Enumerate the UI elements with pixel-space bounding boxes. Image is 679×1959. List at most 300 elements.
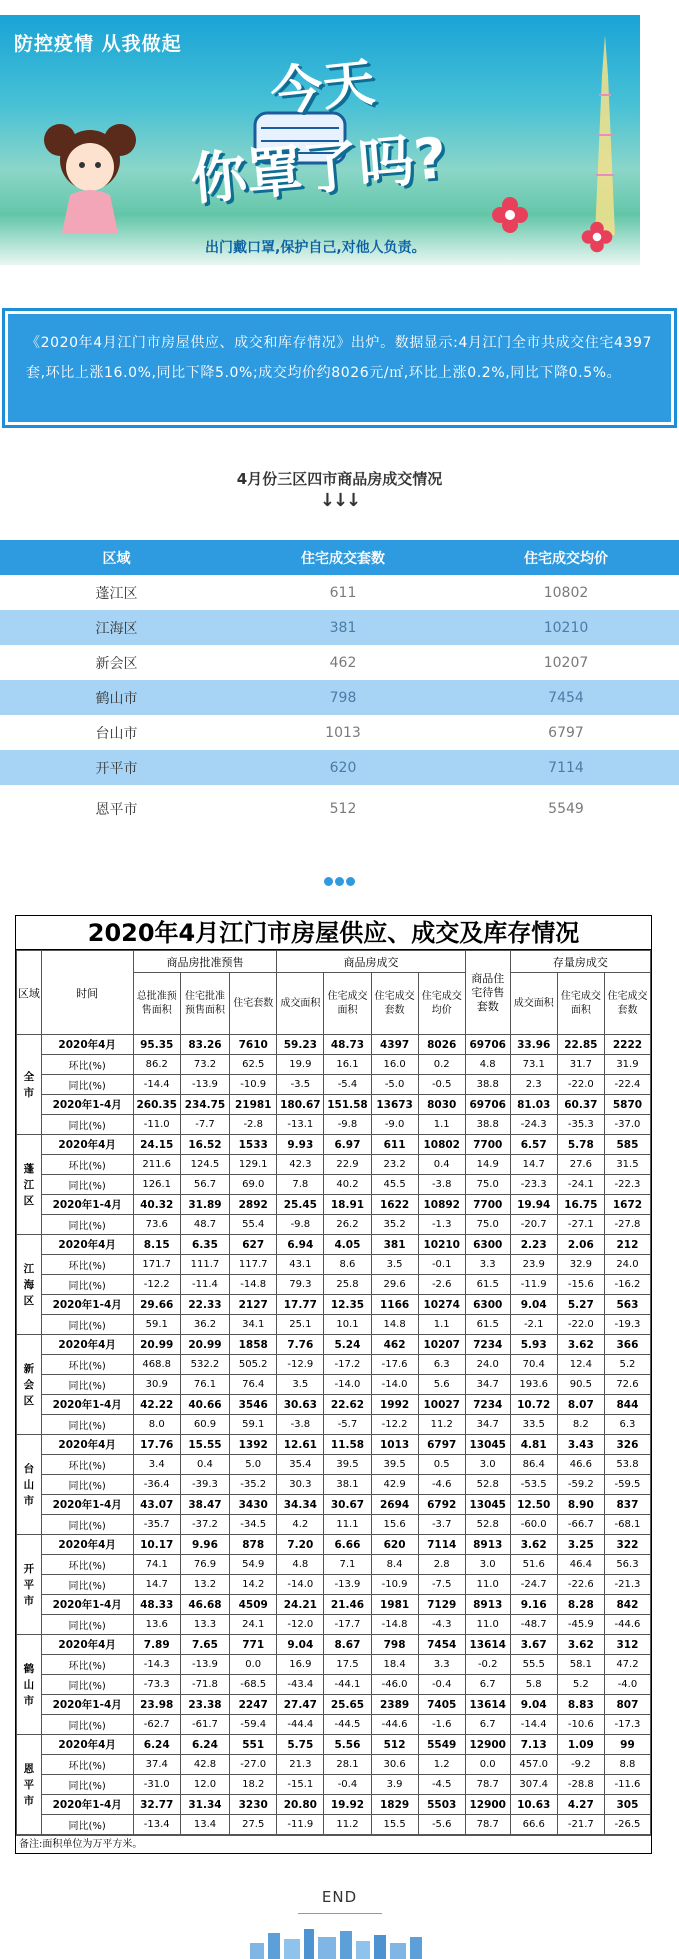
value-cell: -14.4	[133, 1075, 180, 1095]
value-cell: 72.6	[604, 1375, 650, 1395]
value-cell: 1.09	[557, 1735, 604, 1755]
value-cell: 36.2	[180, 1315, 229, 1335]
price-cell: 10210	[543, 619, 589, 636]
value-cell: 3230	[230, 1795, 277, 1815]
value-cell: 60.9	[180, 1415, 229, 1435]
value-cell: 307.4	[510, 1775, 557, 1795]
value-cell: 66.6	[510, 1815, 557, 1835]
value-cell: -59.4	[230, 1715, 277, 1735]
value-cell: 42.9	[371, 1475, 418, 1495]
value-cell: 8030	[418, 1095, 465, 1115]
value-cell: 12.61	[277, 1435, 324, 1455]
time-cell: 同比(%)	[41, 1215, 133, 1235]
value-cell: 51.6	[510, 1555, 557, 1575]
value-cell: 551	[230, 1735, 277, 1755]
value-cell: 3.43	[557, 1435, 604, 1455]
value-cell: -15.6	[557, 1275, 604, 1295]
table-row	[17, 1795, 651, 1815]
value-cell: -5.7	[324, 1415, 371, 1435]
value-cell: 55.4	[230, 1215, 277, 1235]
value-cell: 60.37	[557, 1095, 604, 1115]
value-cell: 124.5	[180, 1155, 229, 1175]
value-cell: 111.7	[180, 1255, 229, 1275]
value-cell: -4.0	[604, 1675, 650, 1695]
value-cell: 5870	[604, 1095, 650, 1115]
value-cell: -12.9	[277, 1355, 324, 1375]
value-cell: 8.83	[557, 1695, 604, 1715]
count-cell: 512	[329, 801, 357, 817]
value-cell: -3.8	[418, 1175, 465, 1195]
value-cell: 117.7	[230, 1255, 277, 1275]
value-cell: 12900	[465, 1735, 510, 1755]
time-cell: 2020年4月	[41, 1635, 133, 1655]
table-row	[17, 1035, 651, 1055]
value-cell: -17.3	[604, 1715, 650, 1735]
value-cell: 771	[230, 1635, 277, 1655]
value-cell: 33.96	[510, 1035, 557, 1055]
value-cell: 5.56	[324, 1735, 371, 1755]
value-cell: 7700	[465, 1135, 510, 1155]
value-cell: -35.7	[133, 1515, 180, 1535]
value-cell: 35.4	[277, 1455, 324, 1475]
value-cell: 24.1	[230, 1615, 277, 1635]
value-cell: -59.5	[604, 1475, 650, 1495]
value-cell: 76.1	[180, 1375, 229, 1395]
value-cell: 25.8	[324, 1275, 371, 1295]
time-cell: 同比(%)	[41, 1715, 133, 1735]
value-cell: 8.2	[557, 1415, 604, 1435]
header-presale-group: 商品房批准预售	[133, 951, 277, 973]
count-cell: 620	[329, 759, 357, 776]
value-cell: 6.24	[180, 1735, 229, 1755]
value-cell: 0.0	[230, 1655, 277, 1675]
value-cell: -9.2	[557, 1755, 604, 1775]
table-row	[0, 645, 679, 680]
value-cell: 7114	[418, 1535, 465, 1555]
value-cell: -5.4	[324, 1075, 371, 1095]
value-cell: 78.7	[465, 1775, 510, 1795]
value-cell: 12.0	[180, 1775, 229, 1795]
value-cell: 34.1	[230, 1315, 277, 1335]
value-cell: 6.7	[465, 1675, 510, 1695]
value-cell: 7454	[418, 1635, 465, 1655]
value-cell: -5.6	[418, 1815, 465, 1835]
value-cell: -44.1	[324, 1675, 371, 1695]
value-cell: -62.7	[133, 1715, 180, 1735]
value-cell: -1.3	[418, 1215, 465, 1235]
value-cell: 2.3	[510, 1075, 557, 1095]
value-cell: 34.7	[465, 1375, 510, 1395]
value-cell: -46.0	[371, 1675, 418, 1695]
value-cell: 4509	[230, 1595, 277, 1615]
value-cell: -24.7	[510, 1575, 557, 1595]
time-cell: 同比(%)	[41, 1275, 133, 1295]
tower-icon	[585, 35, 625, 245]
value-cell: -12.2	[133, 1275, 180, 1295]
table-row	[17, 1315, 651, 1335]
value-cell: 83.26	[180, 1035, 229, 1055]
region-cell: 恩平市	[95, 802, 138, 818]
value-cell: 73.2	[180, 1055, 229, 1075]
value-cell: 52.8	[465, 1515, 510, 1535]
value-cell: -10.9	[230, 1075, 277, 1095]
time-cell: 2020年1-4月	[41, 1795, 133, 1815]
time-cell: 同比(%)	[41, 1615, 133, 1635]
region-cell: 全市	[17, 1035, 42, 1135]
value-cell: -11.9	[277, 1815, 324, 1835]
value-cell: 1.1	[418, 1115, 465, 1135]
table-row	[17, 1735, 651, 1755]
banner-slogan: 防控疫情 从我做起	[14, 33, 182, 55]
value-cell: 73.1	[510, 1055, 557, 1075]
table-row	[17, 1055, 651, 1075]
table-row	[17, 1695, 651, 1715]
value-cell: -0.2	[465, 1655, 510, 1675]
time-cell: 环比(%)	[41, 1655, 133, 1675]
table-row	[17, 1375, 651, 1395]
value-cell: 75.0	[465, 1175, 510, 1195]
value-cell: 8913	[465, 1535, 510, 1555]
table-row	[0, 785, 679, 833]
time-cell: 同比(%)	[41, 1475, 133, 1495]
time-cell: 2020年1-4月	[41, 1495, 133, 1515]
flower-icon	[580, 220, 614, 254]
value-cell: -14.8	[371, 1615, 418, 1635]
value-cell: 7.1	[324, 1555, 371, 1575]
header-unsold-cell: 商品住宅待售套数	[465, 951, 510, 1035]
time-cell: 同比(%)	[41, 1815, 133, 1835]
count-cell: 381	[329, 619, 357, 636]
table-row	[17, 1175, 651, 1195]
table-row	[17, 1155, 651, 1175]
header-stock-group: 存量房成交	[510, 951, 650, 973]
value-cell: -14.0	[277, 1575, 324, 1595]
value-cell: 74.1	[133, 1555, 180, 1575]
value-cell: 30.9	[133, 1375, 180, 1395]
col-header: 成交面积	[510, 973, 557, 1035]
value-cell: -17.7	[324, 1615, 371, 1635]
value-cell: 69706	[465, 1035, 510, 1055]
value-cell: 8026	[418, 1035, 465, 1055]
region-cell: 蓬江区	[17, 1135, 42, 1235]
value-cell: 5.8	[510, 1675, 557, 1695]
value-cell: 79.3	[277, 1275, 324, 1295]
value-cell: 2389	[371, 1695, 418, 1715]
region-cell: 江海区	[95, 620, 138, 637]
value-cell: 1829	[371, 1795, 418, 1815]
value-cell: 234.75	[180, 1095, 229, 1115]
value-cell: 6300	[465, 1235, 510, 1255]
value-cell: 14.8	[371, 1315, 418, 1335]
value-cell: -31.0	[133, 1775, 180, 1795]
value-cell: 43.1	[277, 1255, 324, 1275]
time-cell: 同比(%)	[41, 1675, 133, 1695]
value-cell: -10.6	[557, 1715, 604, 1735]
value-cell: -24.3	[510, 1115, 557, 1135]
value-cell: -14.0	[324, 1375, 371, 1395]
value-cell: -68.5	[230, 1675, 277, 1695]
table-row	[0, 610, 679, 645]
value-cell: 837	[604, 1495, 650, 1515]
value-cell: 6.7	[465, 1715, 510, 1735]
col-header: 总批准预售面积	[133, 973, 180, 1035]
value-cell: 32.9	[557, 1255, 604, 1275]
value-cell: 151.58	[324, 1095, 371, 1115]
value-cell: 18.4	[371, 1655, 418, 1675]
value-cell: -11.9	[510, 1275, 557, 1295]
value-cell: 798	[371, 1635, 418, 1655]
value-cell: -10.9	[371, 1575, 418, 1595]
value-cell: 40.66	[180, 1395, 229, 1415]
value-cell: -14.4	[510, 1715, 557, 1735]
value-cell: 13045	[465, 1435, 510, 1455]
value-cell: 6300	[465, 1295, 510, 1315]
value-cell: 10.1	[324, 1315, 371, 1335]
table-row	[17, 1415, 651, 1435]
table-row	[17, 1295, 651, 1315]
value-cell: 40.32	[133, 1195, 180, 1215]
time-cell: 同比(%)	[41, 1115, 133, 1135]
value-cell: 3546	[230, 1395, 277, 1415]
value-cell: 22.9	[324, 1155, 371, 1175]
time-cell: 同比(%)	[41, 1575, 133, 1595]
value-cell: 42.22	[133, 1395, 180, 1415]
value-cell: 620	[371, 1535, 418, 1555]
value-cell: -2.8	[230, 1115, 277, 1135]
value-cell: 611	[371, 1135, 418, 1155]
value-cell: -19.3	[604, 1315, 650, 1335]
value-cell: 1981	[371, 1595, 418, 1615]
value-cell: 48.7	[180, 1215, 229, 1235]
value-cell: 7700	[465, 1195, 510, 1215]
banner-subtitle: 出门戴口罩,保护自己,对他人负责。	[205, 240, 426, 256]
value-cell: 47.2	[604, 1655, 650, 1675]
value-cell: -45.9	[557, 1615, 604, 1635]
table-row	[17, 1755, 651, 1775]
value-cell: 7405	[418, 1695, 465, 1715]
value-cell: -22.0	[557, 1075, 604, 1095]
value-cell: 62.5	[230, 1055, 277, 1075]
district-table	[0, 540, 679, 833]
price-cell: 6797	[548, 724, 584, 741]
table-row	[0, 750, 679, 785]
value-cell: 1.1	[418, 1315, 465, 1335]
divider-dots-icon	[324, 877, 355, 886]
value-cell: 48.33	[133, 1595, 180, 1615]
value-cell: 53.8	[604, 1455, 650, 1475]
value-cell: 46.4	[557, 1555, 604, 1575]
intro-text: 《2020年4月江门市房屋供应、成交和库存情况》出炉。数据显示:4月江门全市共成交住宅4397套,环比上涨16.0%,同比下降5.0%;成交均价约8026元/㎡,环比上涨0.2%,同比下降0.5%。	[8, 314, 671, 422]
value-cell: 19.9	[277, 1055, 324, 1075]
value-cell: -34.5	[230, 1515, 277, 1535]
value-cell: -4.5	[418, 1775, 465, 1795]
time-cell: 2020年4月	[41, 1035, 133, 1055]
time-cell: 2020年4月	[41, 1535, 133, 1555]
time-cell: 环比(%)	[41, 1455, 133, 1475]
value-cell: 30.6	[371, 1755, 418, 1775]
value-cell: 2127	[230, 1295, 277, 1315]
value-cell: 3.5	[371, 1255, 418, 1275]
value-cell: 171.7	[133, 1255, 180, 1275]
down-arrows-icon: ↓↓↓	[319, 490, 360, 511]
value-cell: 5549	[418, 1735, 465, 1755]
value-cell: 457.0	[510, 1755, 557, 1775]
value-cell: 8.28	[557, 1595, 604, 1615]
value-cell: 7234	[465, 1335, 510, 1355]
value-cell: 1013	[371, 1435, 418, 1455]
value-cell: 3.0	[465, 1555, 510, 1575]
value-cell: 23.38	[180, 1695, 229, 1715]
end-text: END	[321, 1888, 358, 1906]
value-cell: 8.15	[133, 1235, 180, 1255]
value-cell: 30.3	[277, 1475, 324, 1495]
value-cell: 28.1	[324, 1755, 371, 1775]
value-cell: 3.25	[557, 1535, 604, 1555]
value-cell: 32.77	[133, 1795, 180, 1815]
header-region: 区域	[102, 550, 131, 567]
region-cell: 鹤山市	[17, 1635, 42, 1735]
value-cell: 7.76	[277, 1335, 324, 1355]
table-row	[17, 1575, 651, 1595]
time-cell: 同比(%)	[41, 1075, 133, 1095]
value-cell: 9.04	[510, 1295, 557, 1315]
value-cell: 30.63	[277, 1395, 324, 1415]
region-cell: 台山市	[95, 725, 138, 742]
value-cell: 27.6	[557, 1155, 604, 1175]
value-cell: 16.75	[557, 1195, 604, 1215]
report-grid	[16, 950, 651, 1835]
value-cell: 16.0	[371, 1055, 418, 1075]
value-cell: -12.2	[371, 1415, 418, 1435]
time-cell: 环比(%)	[41, 1355, 133, 1375]
region-cell: 开平市	[17, 1535, 42, 1635]
value-cell: -7.5	[418, 1575, 465, 1595]
table-row	[17, 1135, 651, 1155]
value-cell: 8.67	[324, 1635, 371, 1655]
value-cell: -11.6	[604, 1775, 650, 1795]
value-cell: 2694	[371, 1495, 418, 1515]
table-row	[17, 1395, 651, 1415]
value-cell: -9.8	[324, 1115, 371, 1135]
table-row	[0, 680, 679, 715]
value-cell: 21.46	[324, 1595, 371, 1615]
report-table	[15, 915, 652, 1854]
value-cell: 20.99	[133, 1335, 180, 1355]
region-cell: 开平市	[95, 760, 138, 777]
value-cell: 585	[604, 1135, 650, 1155]
value-cell: 505.2	[230, 1355, 277, 1375]
flower-icon	[490, 195, 530, 235]
value-cell: -13.9	[180, 1655, 229, 1675]
col-header: 住宅批准预售面积	[180, 973, 229, 1035]
price-cell: 7454	[548, 689, 584, 706]
value-cell: 2247	[230, 1695, 277, 1715]
value-cell: -0.4	[324, 1775, 371, 1795]
time-cell: 环比(%)	[41, 1255, 133, 1275]
value-cell: -20.7	[510, 1215, 557, 1235]
value-cell: 31.89	[180, 1195, 229, 1215]
region-cell: 恩平市	[17, 1735, 42, 1835]
value-cell: 9.04	[510, 1695, 557, 1715]
table-row	[17, 1615, 651, 1635]
time-cell: 2020年1-4月	[41, 1395, 133, 1415]
value-cell: -66.7	[557, 1515, 604, 1535]
value-cell: 10.63	[510, 1795, 557, 1815]
value-cell: -16.2	[604, 1275, 650, 1295]
value-cell: 13673	[371, 1095, 418, 1115]
table-row	[0, 715, 679, 750]
value-cell: -53.5	[510, 1475, 557, 1495]
value-cell: 1992	[371, 1395, 418, 1415]
value-cell: 0.4	[180, 1455, 229, 1475]
value-cell: -27.8	[604, 1215, 650, 1235]
value-cell: 5.6	[418, 1375, 465, 1395]
price-cell: 5549	[548, 801, 584, 817]
value-cell: 13614	[465, 1635, 510, 1655]
value-cell: -3.7	[418, 1515, 465, 1535]
value-cell: 25.1	[277, 1315, 324, 1335]
value-cell: -13.9	[324, 1575, 371, 1595]
value-cell: 10027	[418, 1395, 465, 1415]
value-cell: 70.4	[510, 1355, 557, 1375]
value-cell: 11.2	[418, 1415, 465, 1435]
banner	[0, 15, 640, 265]
value-cell: 38.8	[465, 1075, 510, 1095]
value-cell: 27.47	[277, 1695, 324, 1715]
value-cell: 3.67	[510, 1635, 557, 1655]
value-cell: 17.76	[133, 1435, 180, 1455]
value-cell: -2.6	[418, 1275, 465, 1295]
value-cell: 260.35	[133, 1095, 180, 1115]
value-cell: 10.72	[510, 1395, 557, 1415]
value-cell: -43.4	[277, 1675, 324, 1695]
section-title: 4月份三区四市商品房成交情况	[236, 470, 443, 488]
value-cell: 3430	[230, 1495, 277, 1515]
value-cell: 55.5	[510, 1655, 557, 1675]
value-cell: 29.66	[133, 1295, 180, 1315]
value-cell: 3.9	[371, 1775, 418, 1795]
value-cell: -3.5	[277, 1075, 324, 1095]
value-cell: 468.8	[133, 1355, 180, 1375]
header-price: 住宅成交均价	[524, 550, 608, 567]
value-cell: 76.4	[230, 1375, 277, 1395]
region-cell: 江海区	[17, 1235, 42, 1335]
district-table-header	[0, 540, 679, 575]
value-cell: 212	[604, 1235, 650, 1255]
value-cell: 99	[604, 1735, 650, 1755]
value-cell: -22.4	[604, 1075, 650, 1095]
value-cell: 2.23	[510, 1235, 557, 1255]
value-cell: 18.91	[324, 1195, 371, 1215]
value-cell: -36.4	[133, 1475, 180, 1495]
value-cell: 4.8	[465, 1055, 510, 1075]
value-cell: 9.96	[180, 1535, 229, 1555]
value-cell: -35.2	[230, 1475, 277, 1495]
value-cell: 4.8	[277, 1555, 324, 1575]
table-row	[17, 1635, 651, 1655]
value-cell: 0.4	[418, 1155, 465, 1175]
value-cell: 4.2	[277, 1515, 324, 1535]
end-divider	[298, 1913, 382, 1914]
table-row	[17, 1455, 651, 1475]
value-cell: -28.8	[557, 1775, 604, 1795]
value-cell: -24.1	[557, 1175, 604, 1195]
value-cell: 14.7	[510, 1155, 557, 1175]
price-cell: 10802	[543, 584, 589, 601]
region-cell: 新会区	[17, 1335, 42, 1435]
header-count: 住宅成交套数	[301, 550, 385, 567]
value-cell: 95.35	[133, 1035, 180, 1055]
